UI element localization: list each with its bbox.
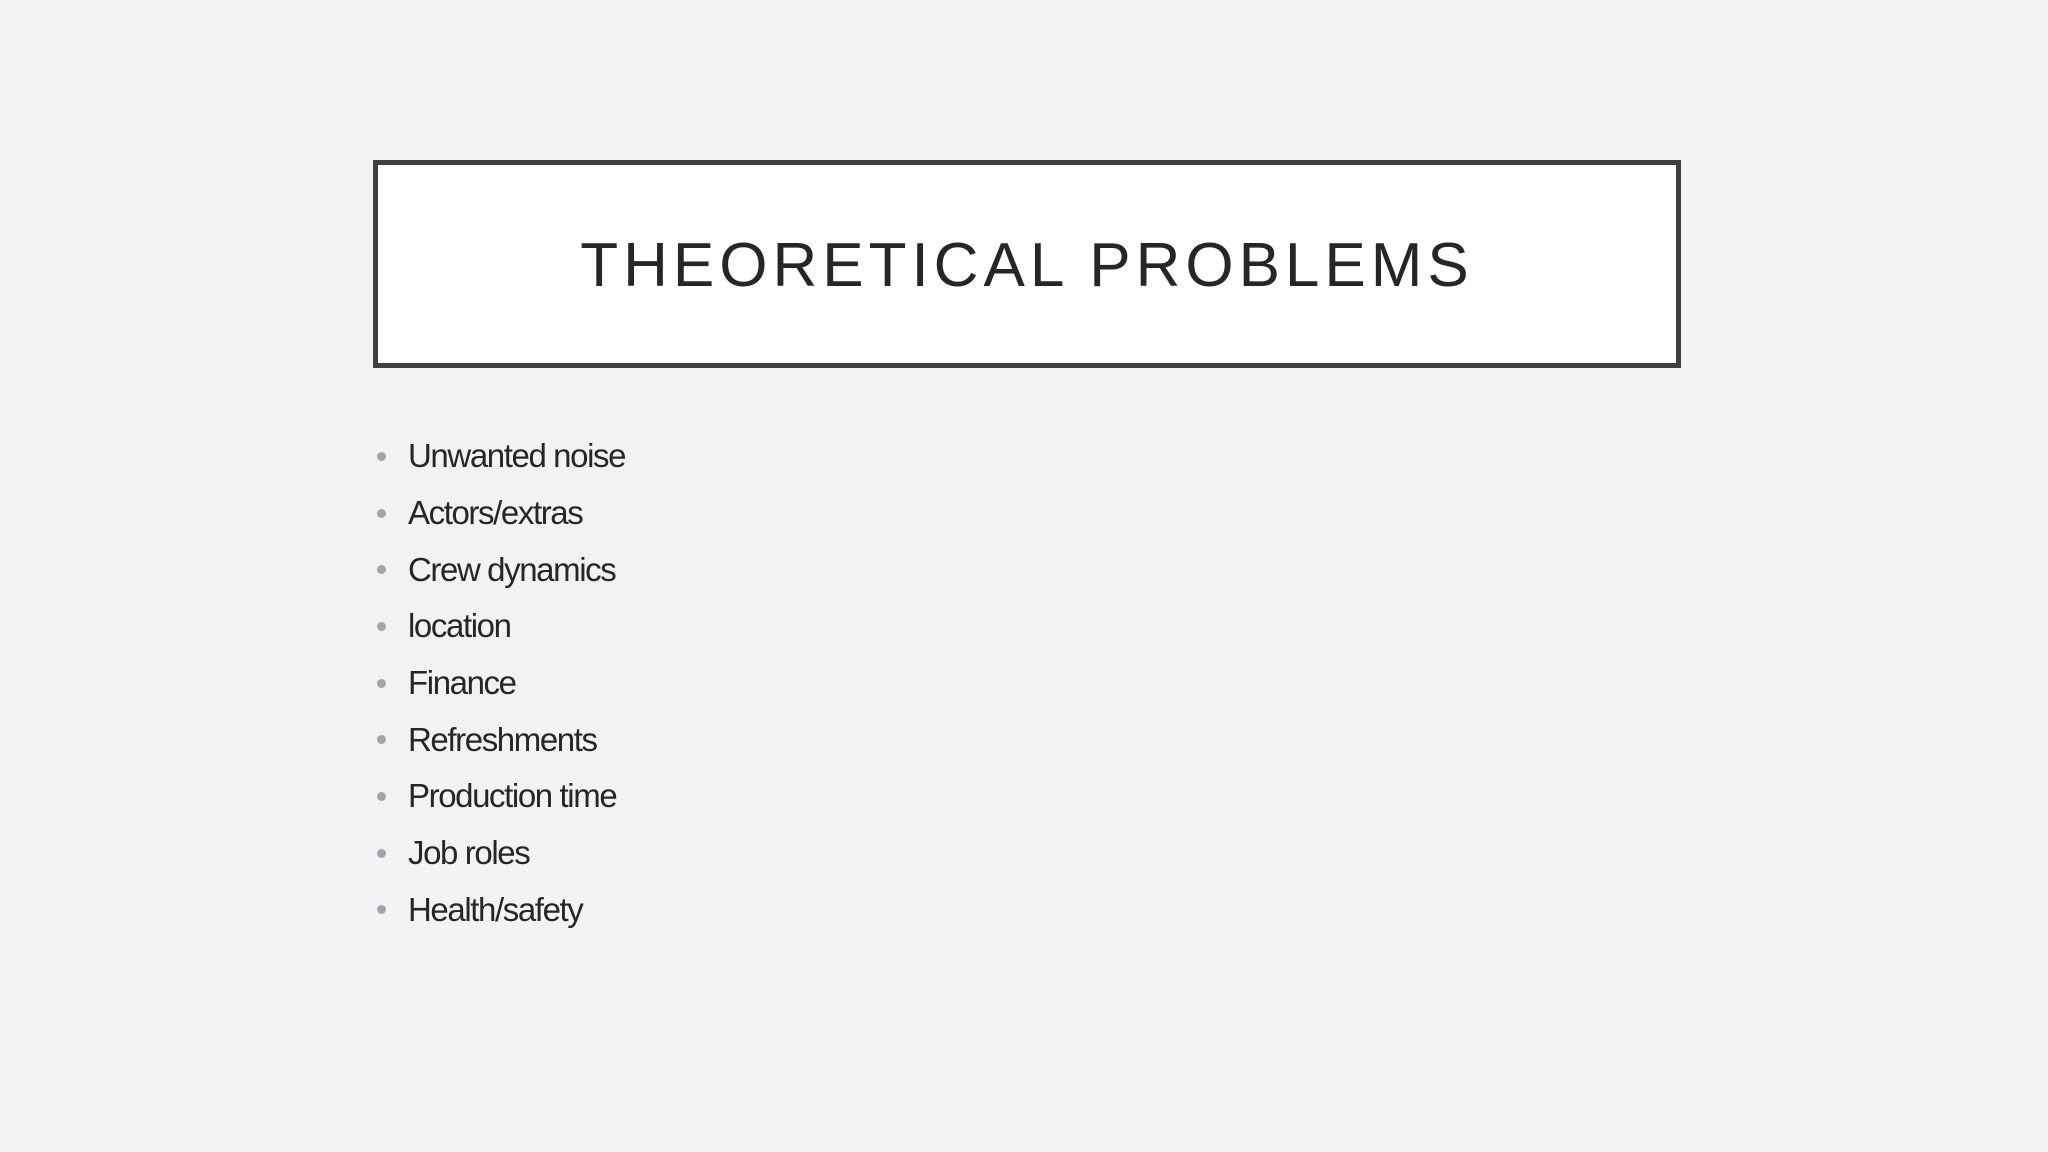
bullet-icon — [377, 792, 386, 801]
bullet-icon — [377, 565, 386, 574]
list-item-text: Health/safety — [408, 890, 583, 928]
list-item-text: Unwanted noise — [408, 437, 626, 475]
list-item — [373, 485, 1273, 542]
bullet-icon — [377, 509, 386, 518]
list-item — [373, 711, 1273, 768]
title-box — [373, 160, 1681, 368]
bullet-icon — [377, 679, 386, 688]
bullet-icon — [377, 905, 386, 914]
bullet-icon — [377, 849, 386, 858]
list-item — [373, 428, 1273, 485]
list-item-text: Crew dynamics — [408, 550, 616, 588]
list-item — [373, 655, 1273, 712]
list-item-text: Production time — [408, 777, 617, 815]
list-item — [373, 541, 1273, 598]
list-item — [373, 882, 1273, 939]
bullet-list — [373, 428, 1273, 938]
list-item — [373, 768, 1273, 825]
list-item-text: Finance — [408, 664, 516, 702]
list-item-text: Actors/extras — [408, 494, 583, 532]
list-item — [373, 598, 1273, 655]
list-item — [373, 825, 1273, 882]
bullet-icon — [377, 735, 386, 744]
slide-title: THEORETICAL PROBLEMS — [580, 230, 1474, 300]
list-item-text: Refreshments — [408, 720, 597, 758]
bullet-icon — [377, 452, 386, 461]
list-item-text: location — [408, 607, 511, 645]
bullet-icon — [377, 622, 386, 631]
list-item-text: Job roles — [408, 834, 530, 872]
